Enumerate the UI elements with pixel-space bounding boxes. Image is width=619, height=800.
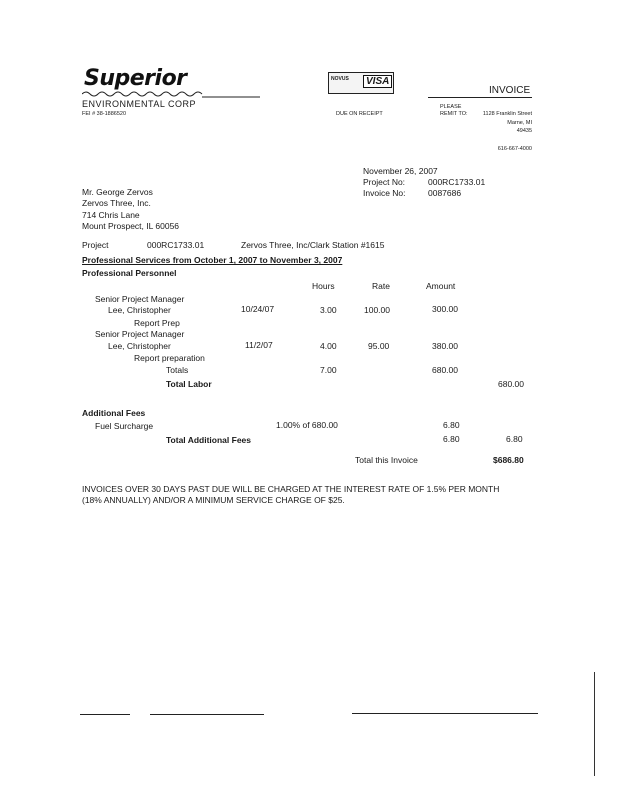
totals-amount: 680.00: [432, 365, 458, 375]
fee-item-label: Fuel Surcharge: [95, 421, 154, 431]
col-header-rate: Rate: [372, 281, 390, 291]
total-labor-label: Total Labor: [166, 379, 212, 389]
fee-item-basis: 1.00% of 680.00: [276, 420, 338, 430]
due-terms: DUE ON RECEIPT: [336, 111, 383, 117]
footer-rule-3: [352, 713, 538, 714]
invoice-no-label: Invoice No:: [363, 188, 406, 198]
visa-logo: VISA: [363, 75, 392, 88]
col-header-hours: Hours: [312, 281, 335, 291]
entry-2-name: Lee, Christopher: [108, 341, 171, 351]
col-header-amount: Amount: [426, 281, 456, 291]
entry-2-hours: 4.00: [320, 341, 337, 351]
remit-address-line2: Marne, MI: [507, 120, 532, 126]
entry-1-date: 10/24/07: [241, 304, 275, 314]
card-logo-left: NOVUS: [331, 76, 349, 82]
invoice-total-value: $686.80: [493, 455, 524, 465]
remit-label-line2: REMIT TO:: [440, 111, 468, 117]
project-no-label: Project No:: [363, 177, 406, 187]
footer-rule-1: [80, 714, 130, 715]
services-period: Professional Services from October 1, 2007 to November 3, 2007: [82, 255, 343, 265]
bill-to-name: Mr. George Zervos: [82, 187, 153, 197]
project-label: Project: [82, 240, 109, 250]
remit-address-line1: 1128 Franklin Street: [482, 111, 532, 117]
company-phone: 616-667-4000: [497, 146, 532, 152]
entry-2-date: 11/2/07: [245, 340, 273, 350]
entry-1-amount: 300.00: [432, 304, 458, 314]
company-logo: Superior: [84, 66, 187, 91]
project-number: 000RC1733.01: [147, 240, 205, 250]
document-title: INVOICE: [489, 85, 531, 96]
entry-2-amount: 380.00: [432, 341, 458, 351]
company-fein: FEI # 38-1886520: [82, 111, 127, 117]
entry-1-hours: 3.00: [320, 305, 337, 315]
logo-wave-decoration: [82, 90, 260, 98]
entry-1-name: Lee, Christopher: [108, 305, 171, 315]
fees-total-value: 6.80: [506, 434, 523, 444]
project-no-value: 000RC1733.01: [428, 177, 486, 187]
bill-to-company: Zervos Three, Inc.: [82, 198, 151, 208]
scan-mark-edge: [594, 672, 595, 776]
fees-total-amount: 6.80: [443, 434, 460, 444]
entry-1-note: Report Prep: [134, 318, 180, 328]
title-underline: [428, 97, 532, 98]
total-labor-value: 680.00: [498, 379, 524, 389]
remit-address-line3: 49435: [516, 128, 532, 134]
bill-to-street: 714 Chris Lane: [82, 210, 140, 220]
remit-label-line1: PLEASE: [440, 104, 462, 110]
personnel-section-title: Professional Personnel: [82, 268, 177, 278]
invoice-date: November 26, 2007: [363, 166, 438, 176]
totals-label: Totals: [166, 365, 189, 375]
entry-2-rate: 95.00: [368, 341, 390, 351]
project-name: Zervos Three, Inc/Clark Station #1615: [241, 240, 385, 250]
entry-1-title: Senior Project Manager: [95, 294, 185, 304]
invoice-no-value: 0087686: [428, 188, 462, 198]
past-due-notice: INVOICES OVER 30 DAYS PAST DUE WILL BE CHARGED AT THE INTEREST RATE OF 1.5% PER MONTH (18% ANNUALLY) AND/OR A MINIMUM SERVICE CHARGE OF $25.: [82, 484, 500, 505]
entry-2-note: Report preparation: [134, 353, 205, 363]
entry-1-rate: 100.00: [364, 305, 390, 315]
invoice-total-label: Total this Invoice: [355, 455, 418, 465]
company-subtitle: ENVIRONMENTAL CORP: [82, 99, 197, 109]
footer-rule-2: [150, 714, 264, 715]
fees-section-title: Additional Fees: [82, 408, 146, 418]
totals-hours: 7.00: [320, 365, 337, 375]
bill-to-city: Mount Prospect, IL 60056: [82, 221, 180, 231]
card-logos-box: [328, 72, 394, 94]
fee-item-amount: 6.80: [443, 420, 460, 430]
entry-2-title: Senior Project Manager: [95, 329, 185, 339]
fees-total-label: Total Additional Fees: [166, 435, 252, 445]
